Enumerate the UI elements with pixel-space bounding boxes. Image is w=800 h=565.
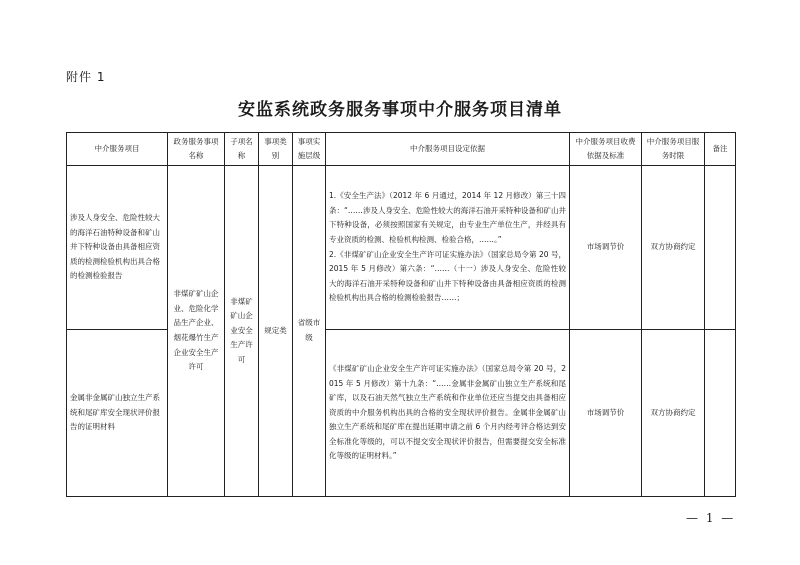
header-service-name: 政务服务事项名称	[168, 133, 225, 166]
row2-basis	[326, 330, 570, 497]
row1-basis-clause-1: 1.《安全生产法》（2012 年 6 月通过，2014 年 12 月修改）第三十四条：“……涉及人身安全、危险性较大的海洋石油开采特种设备和矿山井下特种设备，必须按照国家有关规定，由专业生产单位生产，并经具有专业资质的检测、检验机构检测、检验合格，……。”	[329, 191, 566, 244]
row1-fee-basis: 市场调节价	[570, 166, 642, 330]
shared-service-name: 非煤矿矿山企业、危险化学品生产企业、烟花爆竹生产企业安全生产许可	[168, 166, 225, 497]
document-title: 安监系统政务服务事项中介服务项目清单	[238, 100, 562, 120]
header-category: 事项类别	[259, 133, 293, 166]
table-header-row	[67, 133, 736, 166]
shared-level: 省级市级	[293, 166, 326, 497]
row1-basis	[326, 166, 570, 330]
header-level: 事项实施层级	[293, 133, 326, 166]
row1-basis-clause-2: 2.《非煤矿矿山企业安全生产许可证实施办法》（国家总局令第 20 号，2015 年 5 月修改）第六条：“……（十一）涉及人身安全、危险性较大的海洋石油开采特种设备和矿山井下特种设备由具备相应资质的检测检验机构出具合格的检测检验报告……；	[329, 249, 566, 303]
header-sub-item: 子项名称	[225, 133, 259, 166]
table-row	[67, 330, 736, 497]
header-fee-basis: 中介服务项目收费依据及标准	[570, 133, 642, 166]
row1-remark	[705, 166, 736, 330]
shared-sub-item: 非煤矿矿山企业安全生产许可	[225, 166, 259, 497]
row2-item: 金属非金属矿山独立生产系统和尾矿库安全现状评价报告的证明材料	[67, 330, 168, 497]
row2-time-limit: 双方协商约定	[642, 330, 705, 497]
service-items-table	[66, 132, 736, 497]
row1-item: 涉及人身安全、危险性较大的海洋石油特种设备和矿山井下特种设备由具备相应资质的检测检验机构出具合格的检测检验报告	[67, 166, 168, 330]
row1-time-limit: 双方协商约定	[642, 166, 705, 330]
header-basis: 中介服务项目设定依据	[326, 133, 570, 166]
shared-category: 规定类	[259, 166, 293, 497]
header-item: 中介服务项目	[67, 133, 168, 166]
header-time-limit: 中介服务项目服务时限	[642, 133, 705, 166]
row2-basis-clause-1: 《非煤矿矿山企业安全生产许可证实施办法》（国家总局令第 20 号，2015 年 5 月修改）第十九条：“……金属非金属矿山独立生产系统和尾矿库，以及石油天然气独立生产系统和作业单位还应当提交由具备相应资质的中介服务机构出具的合格的安全现状评价报告。金属非金属矿山独立生产系统和尾矿库在提出延期申请之前 6 个月内经考评合格达到安全标准化等级的，可以不提交安全现状评价报告，但需要提交安全标准化等级的证明材料。”	[329, 363, 566, 461]
row2-remark	[705, 330, 736, 497]
table-row	[67, 166, 736, 330]
attachment-label: 附件 1	[66, 70, 106, 84]
header-remark: 备注	[705, 133, 736, 166]
row2-fee-basis: 市场调节价	[570, 330, 642, 497]
page-number: — 1 —	[686, 511, 736, 525]
